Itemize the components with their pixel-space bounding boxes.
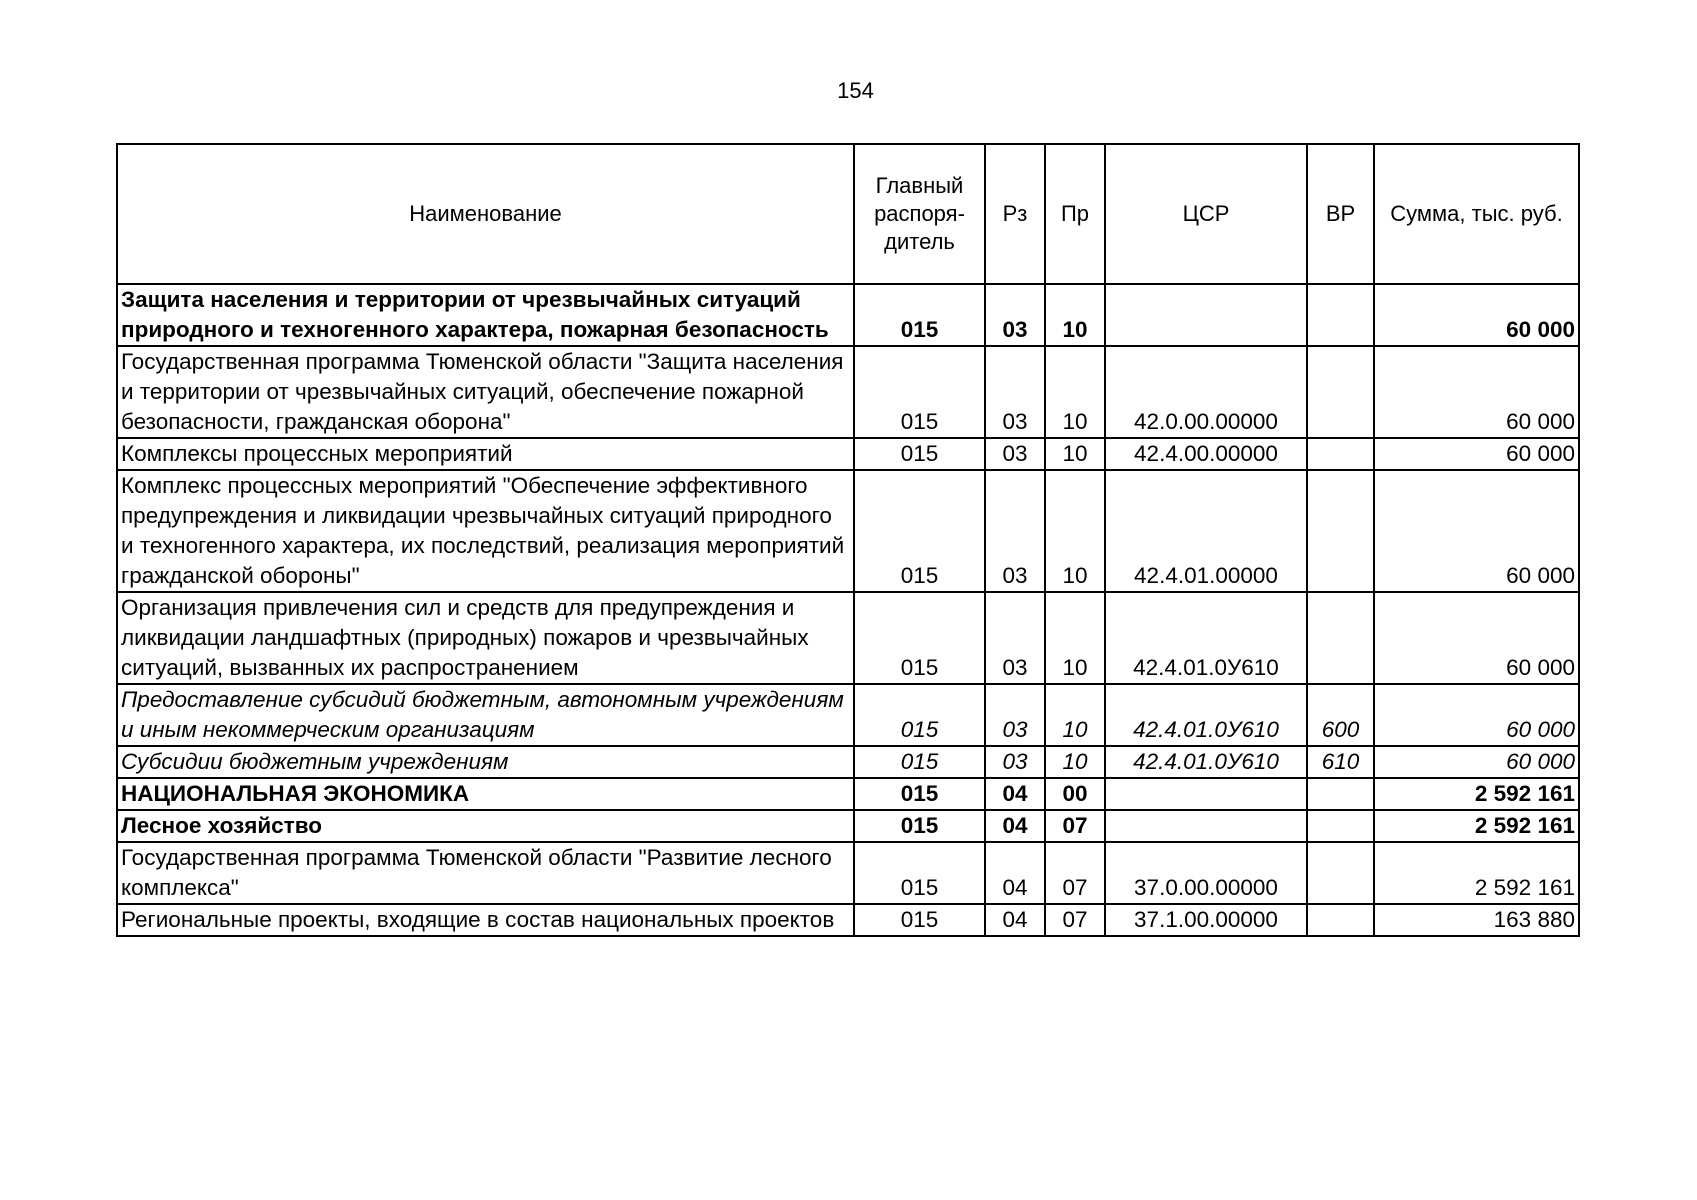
- table-row: [117, 842, 1579, 904]
- row-name: Региональные проекты, входящие в состав национальных проектов: [117, 904, 854, 936]
- row-main-manager: 015: [854, 746, 985, 778]
- row-sum: 60 000: [1374, 470, 1579, 592]
- row-sum: 60 000: [1374, 438, 1579, 470]
- row-main-manager: 015: [854, 438, 985, 470]
- row-rz: 03: [985, 684, 1045, 746]
- row-vr: [1307, 470, 1374, 592]
- row-rz: 03: [985, 746, 1045, 778]
- row-rz: 04: [985, 842, 1045, 904]
- table-row: [117, 904, 1579, 936]
- table-row: [117, 470, 1579, 592]
- row-rz: 03: [985, 470, 1045, 592]
- row-pr: 10: [1045, 592, 1105, 684]
- row-name: Государственная программа Тюменской области "Защита населения и территории от чрезвычайных ситуаций, обеспечение пожарной безопасности, гражданская оборона": [117, 346, 854, 438]
- row-pr: 07: [1045, 810, 1105, 842]
- row-pr: 10: [1045, 438, 1105, 470]
- row-csr: 37.0.00.00000: [1105, 842, 1307, 904]
- table-row: [117, 592, 1579, 684]
- row-main-manager: 015: [854, 778, 985, 810]
- row-name: Государственная программа Тюменской области "Развитие лесного комплекса": [117, 842, 854, 904]
- table-row: [117, 778, 1579, 810]
- row-rz: 04: [985, 904, 1045, 936]
- table-row: [117, 684, 1579, 746]
- row-name: Организация привлечения сил и средств для предупреждения и ликвидации ландшафтных (природных) пожаров и чрезвычайных ситуаций, вызванных их распространением: [117, 592, 854, 684]
- header-name: Наименование: [117, 144, 854, 284]
- row-csr: 42.4.00.00000: [1105, 438, 1307, 470]
- row-sum: 60 000: [1374, 746, 1579, 778]
- header-vr: ВР: [1307, 144, 1374, 284]
- row-sum: 2 592 161: [1374, 842, 1579, 904]
- row-csr: 37.1.00.00000: [1105, 904, 1307, 936]
- table-row: [117, 810, 1579, 842]
- row-name: Комплексы процессных мероприятий: [117, 438, 854, 470]
- row-rz: 04: [985, 778, 1045, 810]
- row-sum: 2 592 161: [1374, 810, 1579, 842]
- row-pr: 10: [1045, 346, 1105, 438]
- row-name: НАЦИОНАЛЬНАЯ ЭКОНОМИКА: [117, 778, 854, 810]
- row-vr: 610: [1307, 746, 1374, 778]
- row-main-manager: 015: [854, 592, 985, 684]
- header-rz: Рз: [985, 144, 1045, 284]
- row-sum: 163 880: [1374, 904, 1579, 936]
- table-row: [117, 438, 1579, 470]
- row-vr: [1307, 842, 1374, 904]
- row-sum: 60 000: [1374, 346, 1579, 438]
- row-name: Лесное хозяйство: [117, 810, 854, 842]
- row-vr: 600: [1307, 684, 1374, 746]
- row-pr: 10: [1045, 746, 1105, 778]
- row-csr: [1105, 810, 1307, 842]
- row-pr: 10: [1045, 470, 1105, 592]
- budget-table: [116, 143, 1580, 937]
- row-rz: 03: [985, 346, 1045, 438]
- header-pr: Пр: [1045, 144, 1105, 284]
- row-sum: 60 000: [1374, 284, 1579, 346]
- row-pr: 00: [1045, 778, 1105, 810]
- row-pr: 07: [1045, 904, 1105, 936]
- row-main-manager: 015: [854, 284, 985, 346]
- row-vr: [1307, 438, 1374, 470]
- row-pr: 07: [1045, 842, 1105, 904]
- row-vr: [1307, 810, 1374, 842]
- row-vr: [1307, 904, 1374, 936]
- row-sum: 60 000: [1374, 592, 1579, 684]
- row-main-manager: 015: [854, 810, 985, 842]
- row-main-manager: 015: [854, 346, 985, 438]
- page-number: 154: [837, 78, 874, 103]
- row-csr: 42.4.01.00000: [1105, 470, 1307, 592]
- row-rz: 03: [985, 438, 1045, 470]
- header-csr: ЦСР: [1105, 144, 1307, 284]
- row-main-manager: 015: [854, 470, 985, 592]
- row-sum: 2 592 161: [1374, 778, 1579, 810]
- row-rz: 04: [985, 810, 1045, 842]
- header-sum: Сумма, тыс. руб.: [1374, 144, 1579, 284]
- row-csr: [1105, 778, 1307, 810]
- row-csr: 42.4.01.0У610: [1105, 592, 1307, 684]
- row-name: Защита населения и территории от чрезвычайных ситуаций природного и техногенного характера, пожарная безопасность: [117, 284, 854, 346]
- row-csr: 42.4.01.0У610: [1105, 746, 1307, 778]
- row-vr: [1307, 284, 1374, 346]
- row-name: Предоставление субсидий бюджетным, автономным учреждениям и иным некоммерческим организациям: [117, 684, 854, 746]
- row-pr: 10: [1045, 684, 1105, 746]
- row-vr: [1307, 346, 1374, 438]
- row-name: Комплекс процессных мероприятий "Обеспечение эффективного предупреждения и ликвидации чрезвычайных ситуаций природного и техногенного характера, их последствий, реализация мероприятий гражданской обороны": [117, 470, 854, 592]
- row-csr: [1105, 284, 1307, 346]
- row-csr: 42.4.01.0У610: [1105, 684, 1307, 746]
- row-vr: [1307, 592, 1374, 684]
- row-vr: [1307, 778, 1374, 810]
- row-name: Субсидии бюджетным учреждениям: [117, 746, 854, 778]
- header-main-manager: Главный распоря-дитель: [854, 144, 985, 284]
- row-main-manager: 015: [854, 904, 985, 936]
- row-csr: 42.0.00.00000: [1105, 346, 1307, 438]
- row-pr: 10: [1045, 284, 1105, 346]
- row-main-manager: 015: [854, 684, 985, 746]
- row-rz: 03: [985, 284, 1045, 346]
- table-row: [117, 284, 1579, 346]
- table-row: [117, 346, 1579, 438]
- row-main-manager: 015: [854, 842, 985, 904]
- table-header-row: [117, 144, 1579, 284]
- row-rz: 03: [985, 592, 1045, 684]
- table-row: [117, 746, 1579, 778]
- row-sum: 60 000: [1374, 684, 1579, 746]
